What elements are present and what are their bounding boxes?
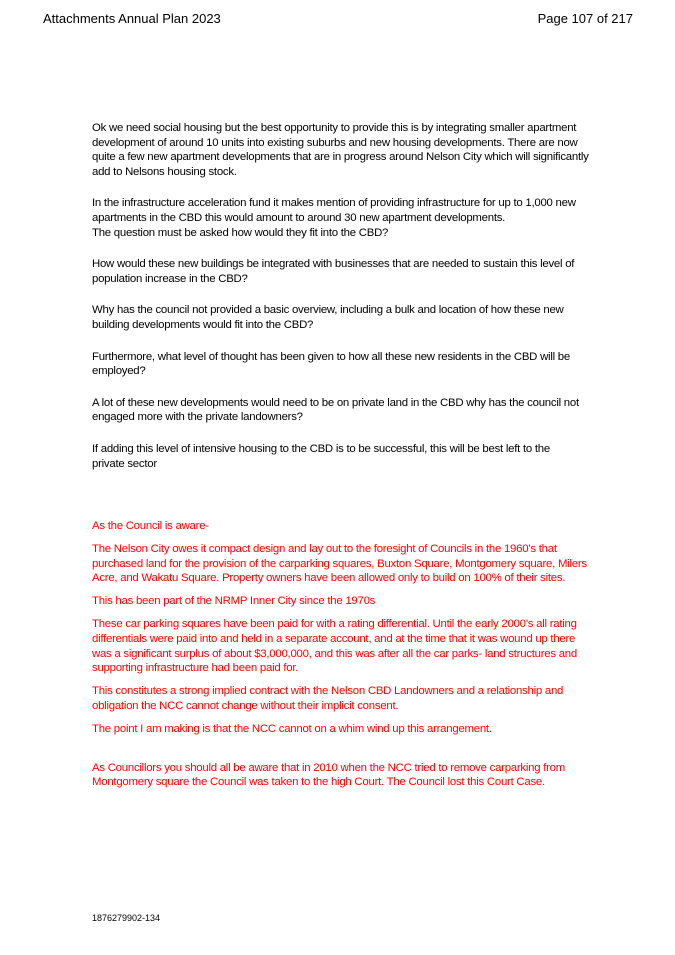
red-paragraph-high-court: As Councillors you should all be aware that in 2010 when the NCC tried to remove carparking from Montgomery square the Council was taken to the high Court. The Council lost this Court Case.: [92, 761, 566, 789]
paragraph-bulk-location: Why has the council not provided a basic overview, including a bulk and location of how these new building developments would fit into the CBD?: [92, 304, 564, 331]
red-paragraph-point: The point I am making is that the NCC cannot on a whim wind up this arrangement.: [92, 723, 492, 736]
red-paragraph-rating-differential: These car parking squares have been paid for with a rating differential. Until the early 2000’s all rating differentials were paid into and held in a separate account, and at the time that it was wound up there was a significant surplus of about $3,000,000, and this was after all the car parks- land structures and supporting infrastructure had been paid for.: [92, 618, 577, 675]
paragraph-private-land: A lot of these new developments would need to be on private land in the CBD why has the council not engaged more with the private landowners?: [92, 396, 579, 424]
red-paragraph-nrmp: This has been part of the NRMP Inner City since the 1970s: [92, 595, 376, 608]
red-paragraph-compact-design: The Nelson City owes it compact design and lay out to the foresight of Councils in the 1960’s that purchased land for the provision of the carparking squares, Buxton Square, Montgomery square, Milers Acre, and Wakatu Square. Property owners have been allowed only to build on 100% of their sites.: [92, 543, 587, 585]
paragraph-business-integration: How would these new buildings be integrated with businesses that are needed to sustain this level of population increase in the CBD?: [92, 258, 575, 285]
submission-body: [92, 121, 612, 488]
document-code: 1876279902-134: [92, 913, 161, 923]
paragraph-employment: Furthermore, what level of thought has been given to how all these new residents in the CBD will be employed?: [92, 350, 570, 378]
carparking-section: [92, 519, 612, 798]
document-title: Attachments Annual Plan 2023: [43, 11, 221, 26]
paragraph-private-sector: If adding this level of intensive housing to the CBD is to be successful, this will be best left to the private sector: [92, 442, 550, 470]
paragraph-social-housing: Ok we need social housing but the best opportunity to provide this is by integrating smaller apartment development of around 10 units into existing suburbs and new housing developments. There are now quite a few new apartment developments that are in progress around Nelson City which will significantly add to Nelsons housing stock.: [92, 122, 589, 178]
red-paragraph-implied-contract: This constitutes a strong implied contract with the Nelson CBD Landowners and a relationship and obligation the NCC cannot change without their implicit consent.: [92, 685, 564, 712]
paragraph-infrastructure-fund: In the infrastructure acceleration fund it makes mention of providing infrastructure for up to 1,000 new apartments in the CBD this would amount to around 30 new apartment developments. The question must be asked how would they fit into the CBD?: [92, 197, 576, 239]
red-paragraph-council-aware: As the Council is aware-: [92, 520, 209, 532]
page-number: Page 107 of 217: [537, 11, 633, 26]
